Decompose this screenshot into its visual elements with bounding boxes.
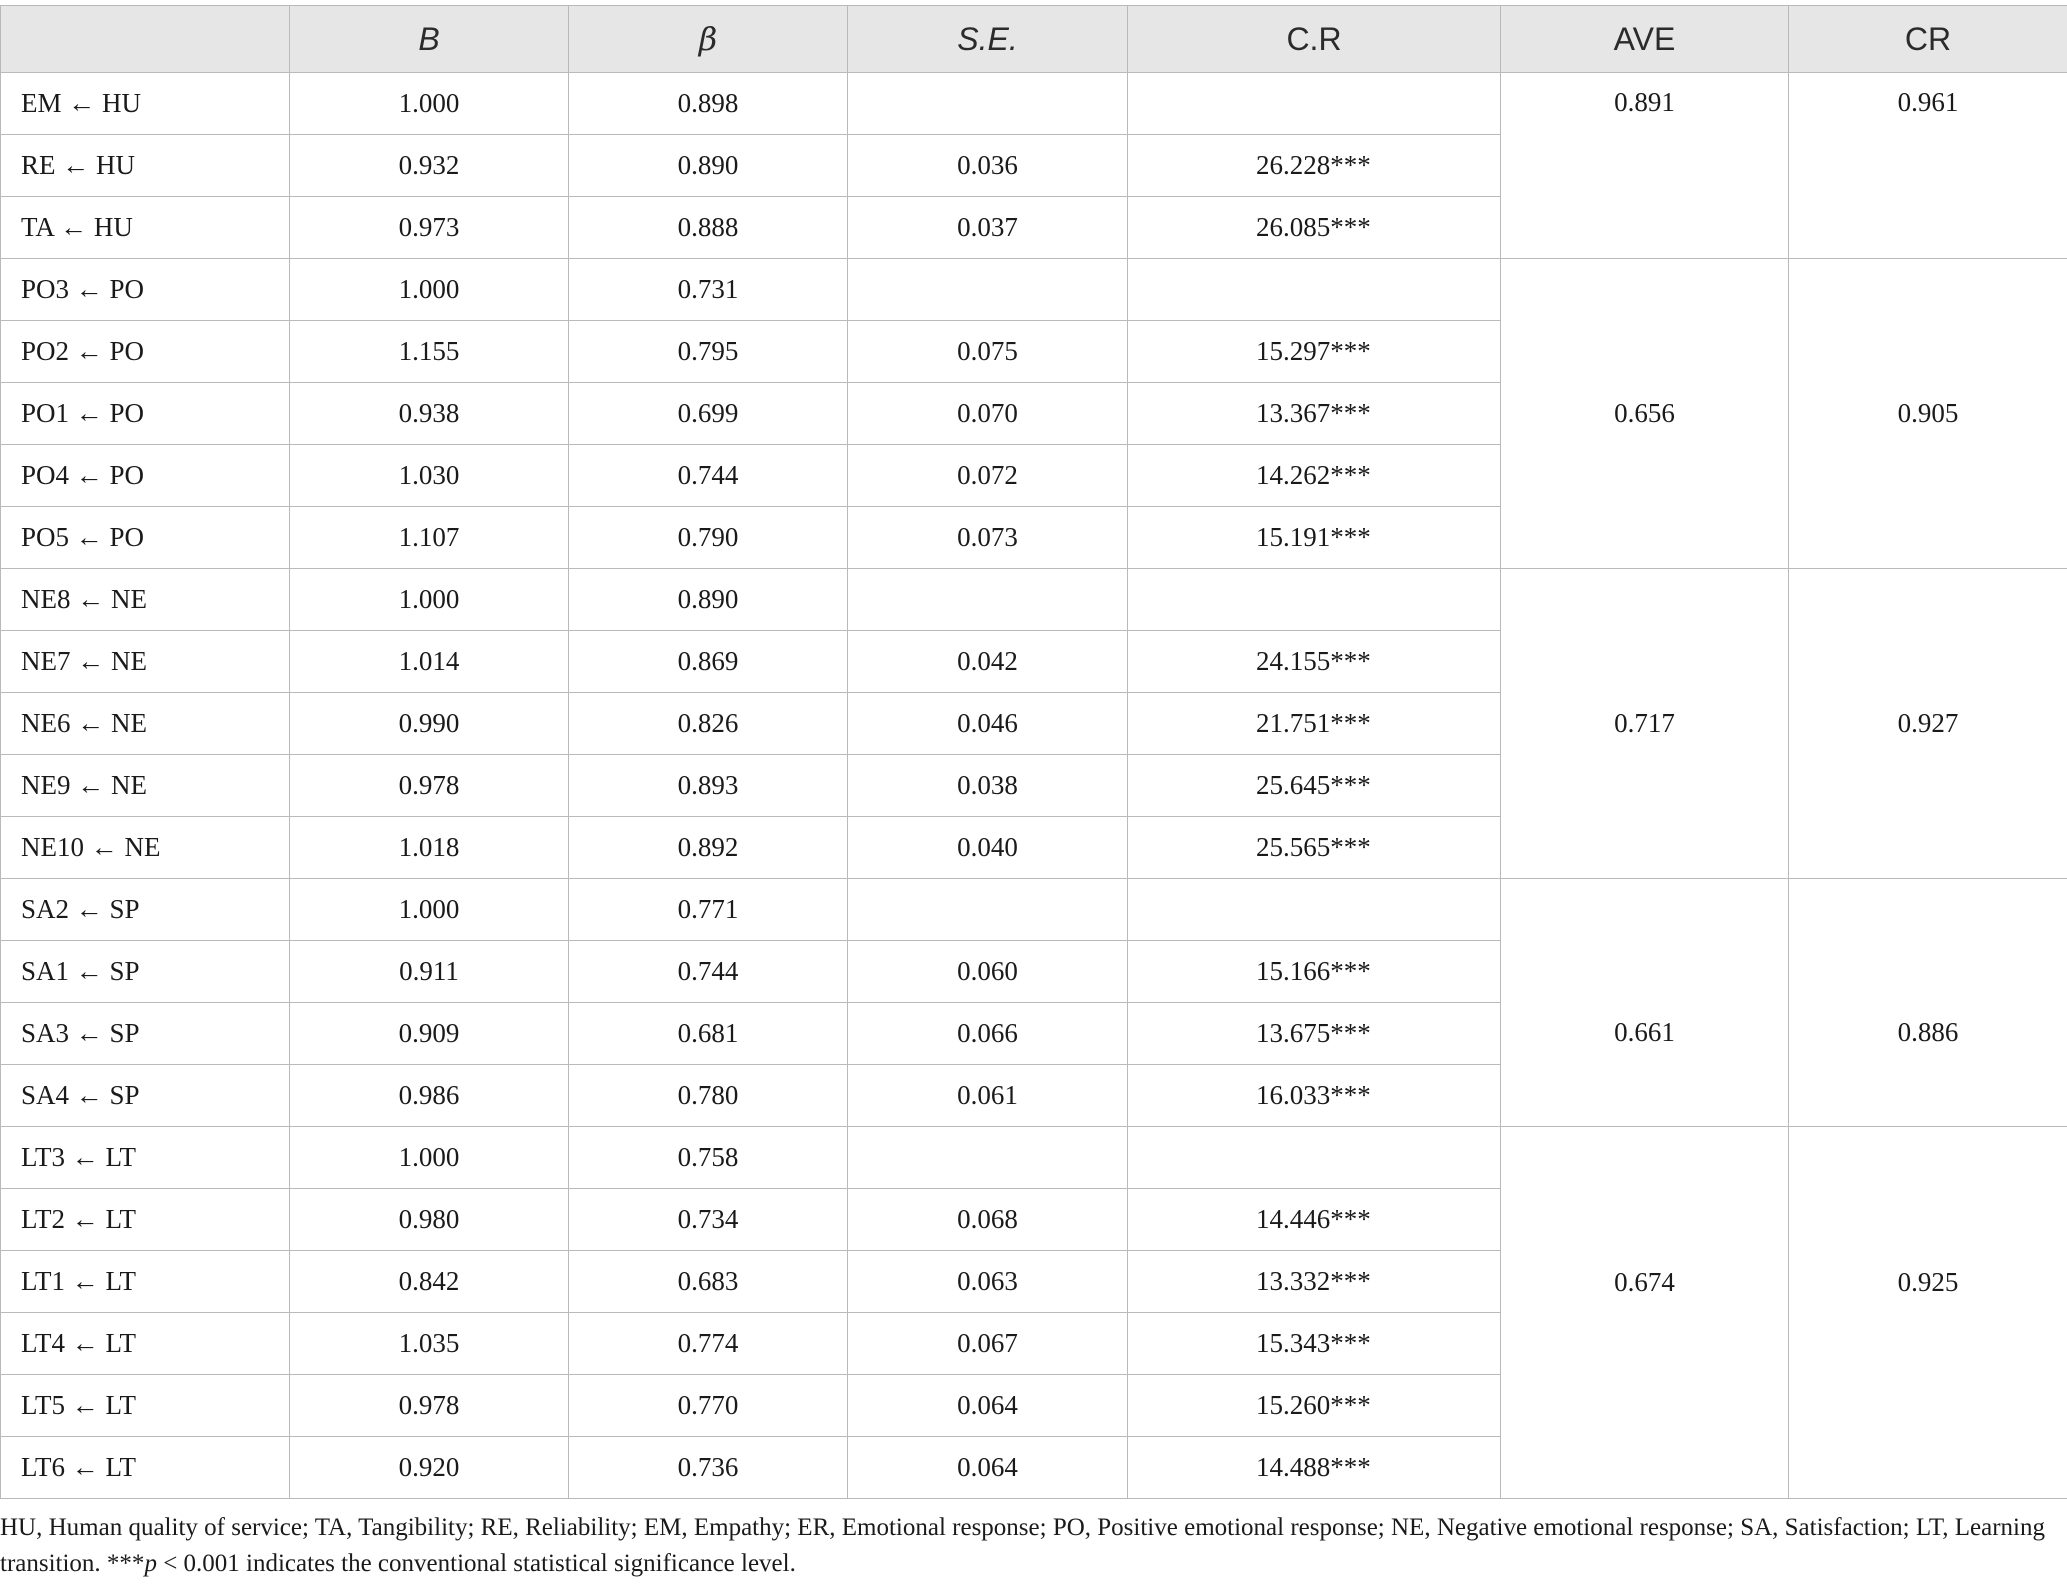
beta-cell: 0.744 [569,941,848,1003]
table-row [1,1127,2067,1189]
ave-cell: 0.891 [1501,73,1789,259]
footnote-p-symbol: p [144,1550,157,1577]
b-cell: 1.107 [290,507,569,569]
header-row [1,6,2067,73]
cr-cell: 14.488*** [1128,1437,1501,1499]
cr-cell [1128,879,1501,941]
path-cell: PO3 ← PO [1,259,290,321]
b-cell: 1.030 [290,445,569,507]
beta-cell: 0.758 [569,1127,848,1189]
path-cell: LT6 ← LT [1,1437,290,1499]
table-footnote [0,1510,2060,1582]
table-row [1,259,2067,321]
cr-cell: 26.085*** [1128,197,1501,259]
se-cell: 0.064 [848,1375,1128,1437]
cr-cell: 14.446*** [1128,1189,1501,1251]
se-cell [848,569,1128,631]
cr-cell [1128,259,1501,321]
beta-cell: 0.826 [569,693,848,755]
beta-cell: 0.888 [569,197,848,259]
header-b: B [290,6,569,73]
footnote-significance: < 0.001 indicates the conventional statistical significance level. [156,1550,796,1577]
beta-cell: 0.736 [569,1437,848,1499]
path-cell: LT2 ← LT [1,1189,290,1251]
ave-cell: 0.717 [1501,569,1789,879]
b-cell: 0.973 [290,197,569,259]
se-cell [848,259,1128,321]
header-composite-reliability: CR [1789,6,2067,73]
path-cell: RE ← HU [1,135,290,197]
se-cell: 0.046 [848,693,1128,755]
path-cell: SA4 ← SP [1,1065,290,1127]
beta-cell: 0.770 [569,1375,848,1437]
b-cell: 1.014 [290,631,569,693]
b-cell: 0.911 [290,941,569,1003]
beta-cell: 0.790 [569,507,848,569]
se-cell: 0.040 [848,817,1128,879]
b-cell: 1.018 [290,817,569,879]
se-cell: 0.038 [848,755,1128,817]
path-cell: NE8 ← NE [1,569,290,631]
cr-cell: 24.155*** [1128,631,1501,693]
b-cell: 0.920 [290,1437,569,1499]
se-cell: 0.075 [848,321,1128,383]
path-cell: TA ← HU [1,197,290,259]
se-cell [848,879,1128,941]
se-cell [848,1127,1128,1189]
b-cell: 0.978 [290,755,569,817]
beta-cell: 0.892 [569,817,848,879]
table-row [1,569,2067,631]
composite-reliability-cell: 0.961 [1789,73,2067,259]
b-cell: 1.155 [290,321,569,383]
path-cell: SA3 ← SP [1,1003,290,1065]
ave-cell: 0.674 [1501,1127,1789,1499]
se-cell: 0.068 [848,1189,1128,1251]
cr-cell: 15.191*** [1128,507,1501,569]
path-cell: LT1 ← LT [1,1251,290,1313]
se-cell: 0.060 [848,941,1128,1003]
b-cell: 0.986 [290,1065,569,1127]
beta-cell: 0.681 [569,1003,848,1065]
cr-cell: 21.751*** [1128,693,1501,755]
beta-cell: 0.734 [569,1189,848,1251]
beta-cell: 0.890 [569,569,848,631]
b-cell: 0.938 [290,383,569,445]
cr-cell [1128,1127,1501,1189]
b-cell: 0.842 [290,1251,569,1313]
table-row [1,879,2067,941]
beta-cell: 0.774 [569,1313,848,1375]
cfa-results-table [0,5,2067,1499]
header-path [1,6,290,73]
beta-cell: 0.890 [569,135,848,197]
cr-cell: 26.228*** [1128,135,1501,197]
b-cell: 1.000 [290,879,569,941]
b-cell: 0.980 [290,1189,569,1251]
beta-cell: 0.744 [569,445,848,507]
path-cell: NE9 ← NE [1,755,290,817]
path-cell: LT4 ← LT [1,1313,290,1375]
cr-cell: 15.260*** [1128,1375,1501,1437]
cr-cell: 13.332*** [1128,1251,1501,1313]
cr-cell: 13.367*** [1128,383,1501,445]
header-ave: AVE [1501,6,1789,73]
se-cell: 0.067 [848,1313,1128,1375]
b-cell: 1.000 [290,569,569,631]
cr-cell [1128,73,1501,135]
path-cell: LT3 ← LT [1,1127,290,1189]
cr-cell: 13.675*** [1128,1003,1501,1065]
se-cell: 0.036 [848,135,1128,197]
composite-reliability-cell: 0.905 [1789,259,2067,569]
cr-cell: 15.297*** [1128,321,1501,383]
beta-cell: 0.771 [569,879,848,941]
beta-cell: 0.898 [569,73,848,135]
se-cell: 0.061 [848,1065,1128,1127]
cr-cell [1128,569,1501,631]
header-se: S.E. [848,6,1128,73]
path-cell: PO1 ← PO [1,383,290,445]
path-cell: NE7 ← NE [1,631,290,693]
composite-reliability-cell: 0.886 [1789,879,2067,1127]
cr-cell: 25.565*** [1128,817,1501,879]
beta-cell: 0.780 [569,1065,848,1127]
header-beta: β [569,6,848,73]
beta-cell: 0.699 [569,383,848,445]
beta-cell: 0.683 [569,1251,848,1313]
b-cell: 0.909 [290,1003,569,1065]
table-row [1,73,2067,135]
beta-cell: 0.731 [569,259,848,321]
path-cell: PO5 ← PO [1,507,290,569]
cr-cell: 14.262*** [1128,445,1501,507]
se-cell: 0.066 [848,1003,1128,1065]
beta-cell: 0.869 [569,631,848,693]
se-cell: 0.042 [848,631,1128,693]
path-cell: PO2 ← PO [1,321,290,383]
path-cell: SA1 ← SP [1,941,290,1003]
path-cell: PO4 ← PO [1,445,290,507]
path-cell: LT5 ← LT [1,1375,290,1437]
b-cell: 1.000 [290,73,569,135]
se-cell: 0.064 [848,1437,1128,1499]
cr-cell: 25.645*** [1128,755,1501,817]
beta-cell: 0.795 [569,321,848,383]
b-cell: 0.990 [290,693,569,755]
se-cell: 0.037 [848,197,1128,259]
b-cell: 1.035 [290,1313,569,1375]
cr-cell: 16.033*** [1128,1065,1501,1127]
path-cell: NE6 ← NE [1,693,290,755]
ave-cell: 0.656 [1501,259,1789,569]
path-cell: SA2 ← SP [1,879,290,941]
b-cell: 1.000 [290,259,569,321]
footnote-abbreviations: HU, Human quality of service; TA, Tangibility; RE, Reliability; EM, Empathy; ER, Emotional response; PO, Positive emotional response; NE, Negative emotional response; SA, Satisfaction; LT, Learning transition. *** [0,1514,2046,1577]
se-cell: 0.063 [848,1251,1128,1313]
cr-cell: 15.166*** [1128,941,1501,1003]
cr-cell: 15.343*** [1128,1313,1501,1375]
b-cell: 0.978 [290,1375,569,1437]
path-cell: NE10 ← NE [1,817,290,879]
ave-cell: 0.661 [1501,879,1789,1127]
beta-cell: 0.893 [569,755,848,817]
composite-reliability-cell: 0.925 [1789,1127,2067,1499]
se-cell [848,73,1128,135]
b-cell: 0.932 [290,135,569,197]
se-cell: 0.070 [848,383,1128,445]
se-cell: 0.072 [848,445,1128,507]
path-cell: EM ← HU [1,73,290,135]
b-cell: 1.000 [290,1127,569,1189]
header-cr-ratio: C.R [1128,6,1501,73]
se-cell: 0.073 [848,507,1128,569]
composite-reliability-cell: 0.927 [1789,569,2067,879]
